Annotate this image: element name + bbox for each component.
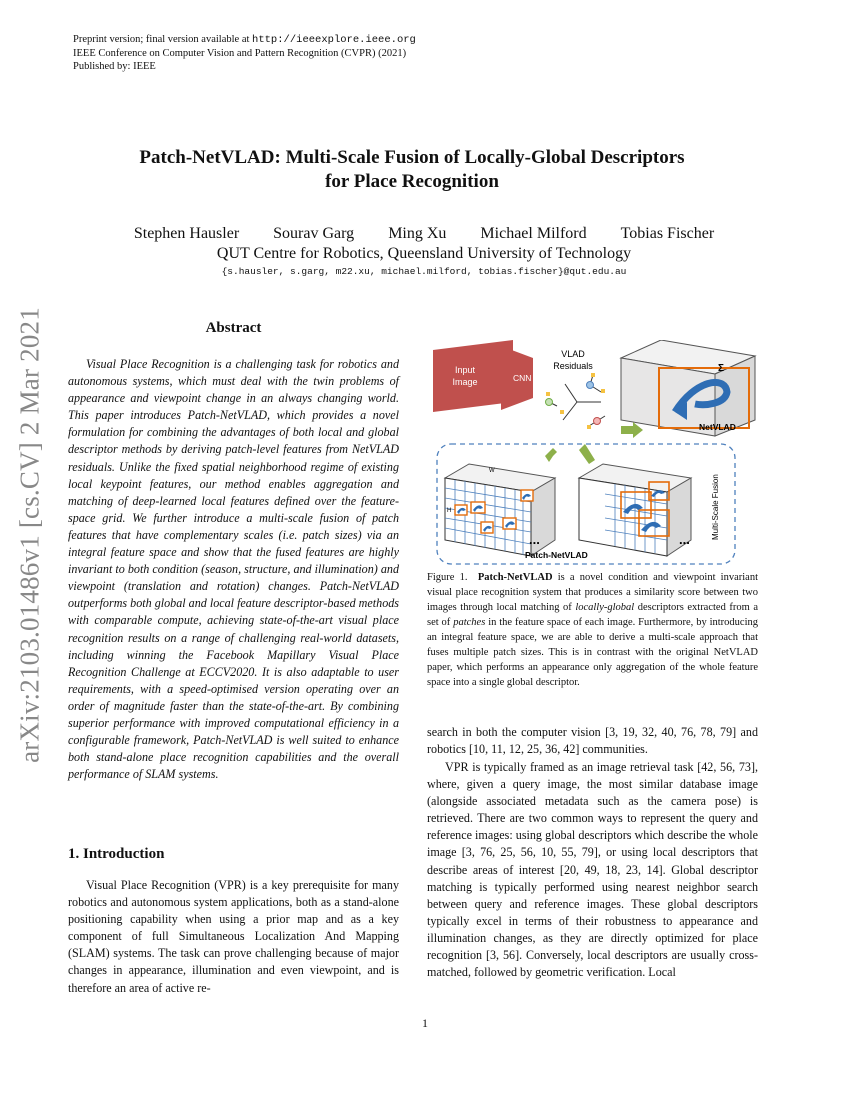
cluster-node-green [546, 399, 553, 406]
ellipsis-left: ... [529, 532, 540, 547]
multi-scale-fusion-label: Multi-Scale Fusion [711, 474, 720, 540]
author-name: Stephen Hausler [133, 225, 240, 242]
right-column-paragraph-2: VPR is typically framed as an image retrieval task [42, 56, 73], where, given a query image, the most similar database image (alongside associated metadata such as the camera pose) is retrieved. There are two common ways to represent the query and reference images: using global descriptors which describe the whole image [3, 76, 25, 56, 10, 55, 79], or using local descriptors that describe areas of interest [20, 49, 18, 23, 14]. Global descriptor matching is typically performed using nearest neighbor search between query and reference images. These global descriptors typically excel in terms of their robustness to appearance and illumination changes, as they are directly optimized for place recognition [3, 56]. Conversely, local descriptors are usually cross-matched, followed by geometric verification. Local [427, 760, 758, 980]
right-column-paragraph-1: search in both the computer vision [3, 19, 32, 40, 76, 78, 79] and robotics [10, 11, 12, 25, 36, 42] communities. [427, 725, 758, 757]
grid-width-label: W [489, 468, 495, 474]
ellipsis-right: ... [679, 532, 690, 547]
feature-point [591, 373, 595, 377]
patch-grid-right [579, 464, 691, 556]
figure-1-caption: Figure 1. Patch-NetVLAD is a novel condition and viewpoint invariant visual place recognition system that produces a similarity score between two images through local matching of locally-global descriptors extracted from a set of patches in the feature space of each image. Furthermore, by introducing an integral feature space, we are able to derive a multi-scale approach that fuses multiple patch sizes. This is in contrast with the original NetVLAD paper, which performs an appearance only aggregation of the whole feature space into a single global descriptor. [427, 572, 758, 688]
grid-height-label: H [447, 508, 452, 514]
patch-netvlad-label: Patch-NetVLAD [525, 550, 588, 560]
down-arrow-left [545, 448, 557, 462]
feature-point [560, 410, 564, 414]
cnn-label: CNN [513, 373, 532, 383]
figure-1-svg [425, 340, 765, 568]
figure-1-diagram [425, 340, 765, 568]
input-label-2: Image [452, 377, 478, 387]
netvlad-label: NetVLAD [699, 422, 736, 432]
author-emails: {s.hausler, s.garg, m22.xu, michael.milford, tobias.fischer}@qut.edu.au [221, 266, 627, 277]
page-number: 1 [422, 1016, 428, 1030]
feature-point [601, 389, 605, 393]
abstract-body: Visual Place Recognition is a challenging task for robotics and autonomous systems, which must deal with the twin problems of appearance and viewpoint change in an always changing world. This paper introduces Patch-NetVLAD, which provides a novel formulation for combining the advantages of both local and global descriptor methods by deriving patch-level features from NetVLAD residuals. Unlike the fixed spatial neighborhood regime of existing local keypoint features, our method enables aggregation and matching of deep-learned local features defined over the feature-space grid. We further introduce a multi-scale fusion of patch features that have complementary scales (i.e. patch sizes) via an integral feature space and show that the fused features are highly invariant to both condition (season, structure, and illumination) and viewpoint (translation and rotation) changes. Patch-NetVLAD outperforms both global and local feature descriptor-based methods with comparable compute, achieving state-of-the-art visual place recognition results on a range of challenging real-world datasets, including winning the Facebook Mapillary Visual Place Recognition Challenge at ECCV2020. It is also adaptable to user requirements, with a speed-optimised version operating over an order of magnitude faster than the state-of-the-art. By combining superior performance with improved computational efficiency in a configurable framework, Patch-NetVLAD is well suited to enhance both stand-alone place recognition capabilities and the overall performance of SLAM systems. [68, 357, 399, 782]
feature-point [546, 392, 550, 396]
affiliation: QUT Centre for Robotics, Queensland University of Technology [216, 245, 632, 262]
netvlad-sigma: Σ [718, 363, 725, 374]
abstract-heading: Abstract [205, 320, 262, 336]
netvlad-arrow [621, 422, 643, 438]
feature-point [587, 425, 591, 429]
introduction-body: Visual Place Recognition (VPR) is a key prerequisite for many robotics and autonomous system applications, both as a stand-alone positioning capability when using a prior map and as a key component of full Simultaneous Localization And Mapping (SLAM) systems. The task can prove challenging because of major changes in appearance, illumination and even viewpoint, and is therefore an area of active re- [68, 878, 399, 995]
header-line-2: IEEE Conference on Computer Vision and Pattern Recognition (CVPR) (2021) [73, 48, 407, 59]
header-line-1: Preprint version; final version available at http://ieeexplore.ieee.org [73, 34, 416, 46]
author-list [60, 224, 788, 244]
cluster-node-red [594, 418, 601, 425]
header-line-3: Published by: IEEE [73, 61, 156, 72]
author-name: Michael Milford [480, 225, 587, 242]
vlad-label-1: VLAD [561, 349, 585, 359]
input-label-1: Input [454, 365, 476, 375]
cluster-node-blue [587, 382, 594, 389]
author-name: Ming Xu [388, 225, 447, 242]
author-name: Tobias Fischer [620, 225, 715, 242]
arxiv-sidebar-id: arXiv:2103.01486v1 [cs.CV] 2 Mar 2021 [14, 307, 45, 763]
paper-title: Patch-NetVLAD: Multi-Scale Fusion of Locally-Global Descriptors for Place Recognition [139, 147, 685, 192]
introduction-heading: 1. Introduction [68, 846, 165, 862]
ieee-url-link[interactable]: http://ieeexplore.ieee.org [252, 34, 416, 46]
vlad-label-2: Residuals [553, 361, 593, 371]
down-arrow-right [579, 444, 595, 464]
preprint-header [73, 33, 416, 73]
author-name: Sourav Garg [273, 225, 355, 242]
